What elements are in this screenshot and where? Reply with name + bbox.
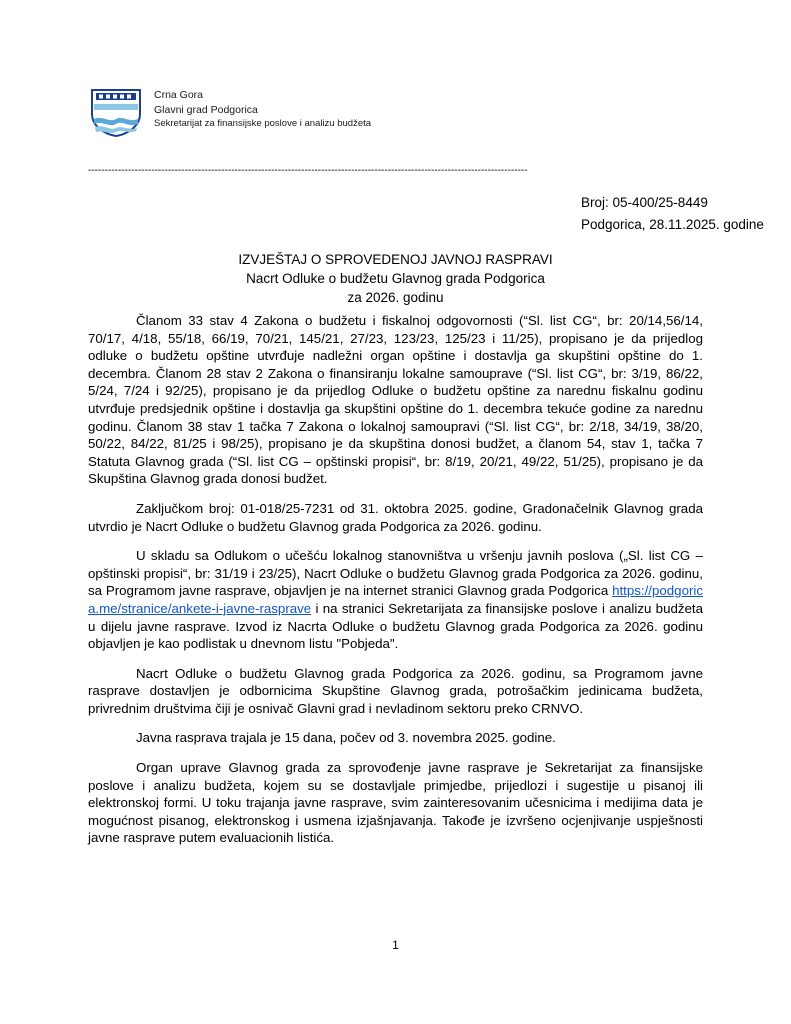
title-line-1: IZVJEŠTAJ O SPROVEDENOJ JAVNOJ RASPRAVI xyxy=(238,252,553,267)
paragraph-3-text-before: U skladu sa Odlukom o učešću lokalnog stanovništva u vršenju javnih poslova („Sl. list CG – opštinski propisi“, br: 31/19 i 23/25), Nacrt Odluke o budžetu Glavnog grada Podgorica za 2026. godinu, sa Programom javne rasprave, objavljen je na internet stranici Glavnog grada Podgorica xyxy=(88,548,703,599)
public-hearing-link[interactable]: https://podgorica.me/stranice/ankete-i-javne-rasprave xyxy=(88,583,703,616)
coat-of-arms-icon xyxy=(88,84,144,138)
organization-lines xyxy=(154,84,371,132)
org-line-country: Crna Gora xyxy=(154,89,204,101)
org-line-city: Glavni grad Podgorica xyxy=(154,103,258,116)
paragraph-3-text-after: i na stranici Sekretarijata za finansijske poslove i analizu budžeta u dijelu javne rasprave. Izvod iz Nacrta Odluke o budžetu Glavnog grada Podgorica za 2026. godinu objavljen je kao podlistak u dnevnom listu "Pobjeda". xyxy=(88,600,703,652)
document-place-date: Podgorica, 28.11.2025. godine xyxy=(581,217,764,232)
paragraph-6: Organ uprave Glavnog grada za sprovođenje javne rasprave je Sekretarijat za finansijske poslove i analizu budžeta, kojem su se dostavljale primjedbe, prijedlozi i sugestije u pisanoj ili elektronskoj formi. U toku trajanja javne rasprave, svim zainteresovanim učesnicima i medijima data je mogućnost pisanog, elektronskog i usmena izjašnjavanja. Takođe je izvršeno ocjenjivanje uspješnosti javne rasprave putem evaluacionih listića. xyxy=(88,760,703,846)
paragraph-2: Zaključkom broj: 01-018/25-7231 od 31. oktobra 2025. godine, Gradonačelnik Glavnog grada utvrdio je Nacrt Odluke o budžetu Glavnog grada Podgorica za 2026. godinu. xyxy=(88,500,703,534)
page-number: 1 xyxy=(392,938,399,952)
paragraph-1: Članom 33 stav 4 Zakona o budžetu i fiskalnoj odgovornosti (“Sl. list CG“, br: 20/14,56/14, 70/17, 4/18, 55/18, 66/19, 70/21, 145/21, 27/23, 123/23, 125/23 i 11/25), propisano je da prijedlog odluke o budžetu opštine utvrđuje nadležni organ opštine i dostavlja ga skupštini opštine do 1. decembra. Članom 28 stav 2 Zakona o finansiranju lokalne samouprave (“Sl. list CG“, br: 3/19, 86/22, 5/24, 7/24 i 92/25), propisano je da prijedlog Odluke o budžetu opštine za narednu fiskalnu godinu utvrđuje predsjednik opštine i dostavlja ga skupštini opštine do 1. decembra tekuće godine za narednu godinu. Članom 38 stav 1 tačka 7 Zakona o lokalnoj samoupravi (“Sl. list CG“, br: 2/18, 34/19, 38/20, 50/22, 84/22, 81/25 i 98/25), propisano je da skupština donosi budžet, a članom 54, stav 1, tačka 7 Statuta Glavnog grada (“Sl. list CG – opštinski propisi“, br: 8/19, 20/21, 49/22, 51/25), propisano je da Skupština Glavnog grada donosi budžet. xyxy=(88,313,703,487)
title-line-3: za 2026. godinu xyxy=(347,290,444,305)
paragraph-3 xyxy=(88,547,703,653)
paragraph-5: Javna rasprava trajala je 15 dana, počev od 3. novembra 2025. godine. xyxy=(136,730,556,746)
org-line-department: Sekretarijat za finansijske poslove i analizu budžeta xyxy=(154,118,372,129)
document-meta xyxy=(383,192,764,236)
title-line-2: Nacrt Odluke o budžetu Glavnog grada Podgorica xyxy=(246,271,545,286)
header-divider: ------------------------------------------------------------------------------------------------------------------------------------ xyxy=(88,165,528,176)
document-body xyxy=(88,312,703,847)
document-number: Broj: 05-400/25-8449 xyxy=(581,195,708,210)
paragraph-4: Nacrt Odluke o budžetu Glavnog grada Podgorica za 2026. godinu, sa Programom javne rasprave dostavljen je odbornicima Skupštine Glavnog grada, potrošačkim jedinicama budžeta, privrednim društvima čiji je osnivač Glavni grad i nevladinom sektoru preko CRNVO. xyxy=(88,665,703,716)
letterhead xyxy=(88,84,371,138)
document-title xyxy=(88,250,703,307)
page-content xyxy=(88,0,764,1024)
